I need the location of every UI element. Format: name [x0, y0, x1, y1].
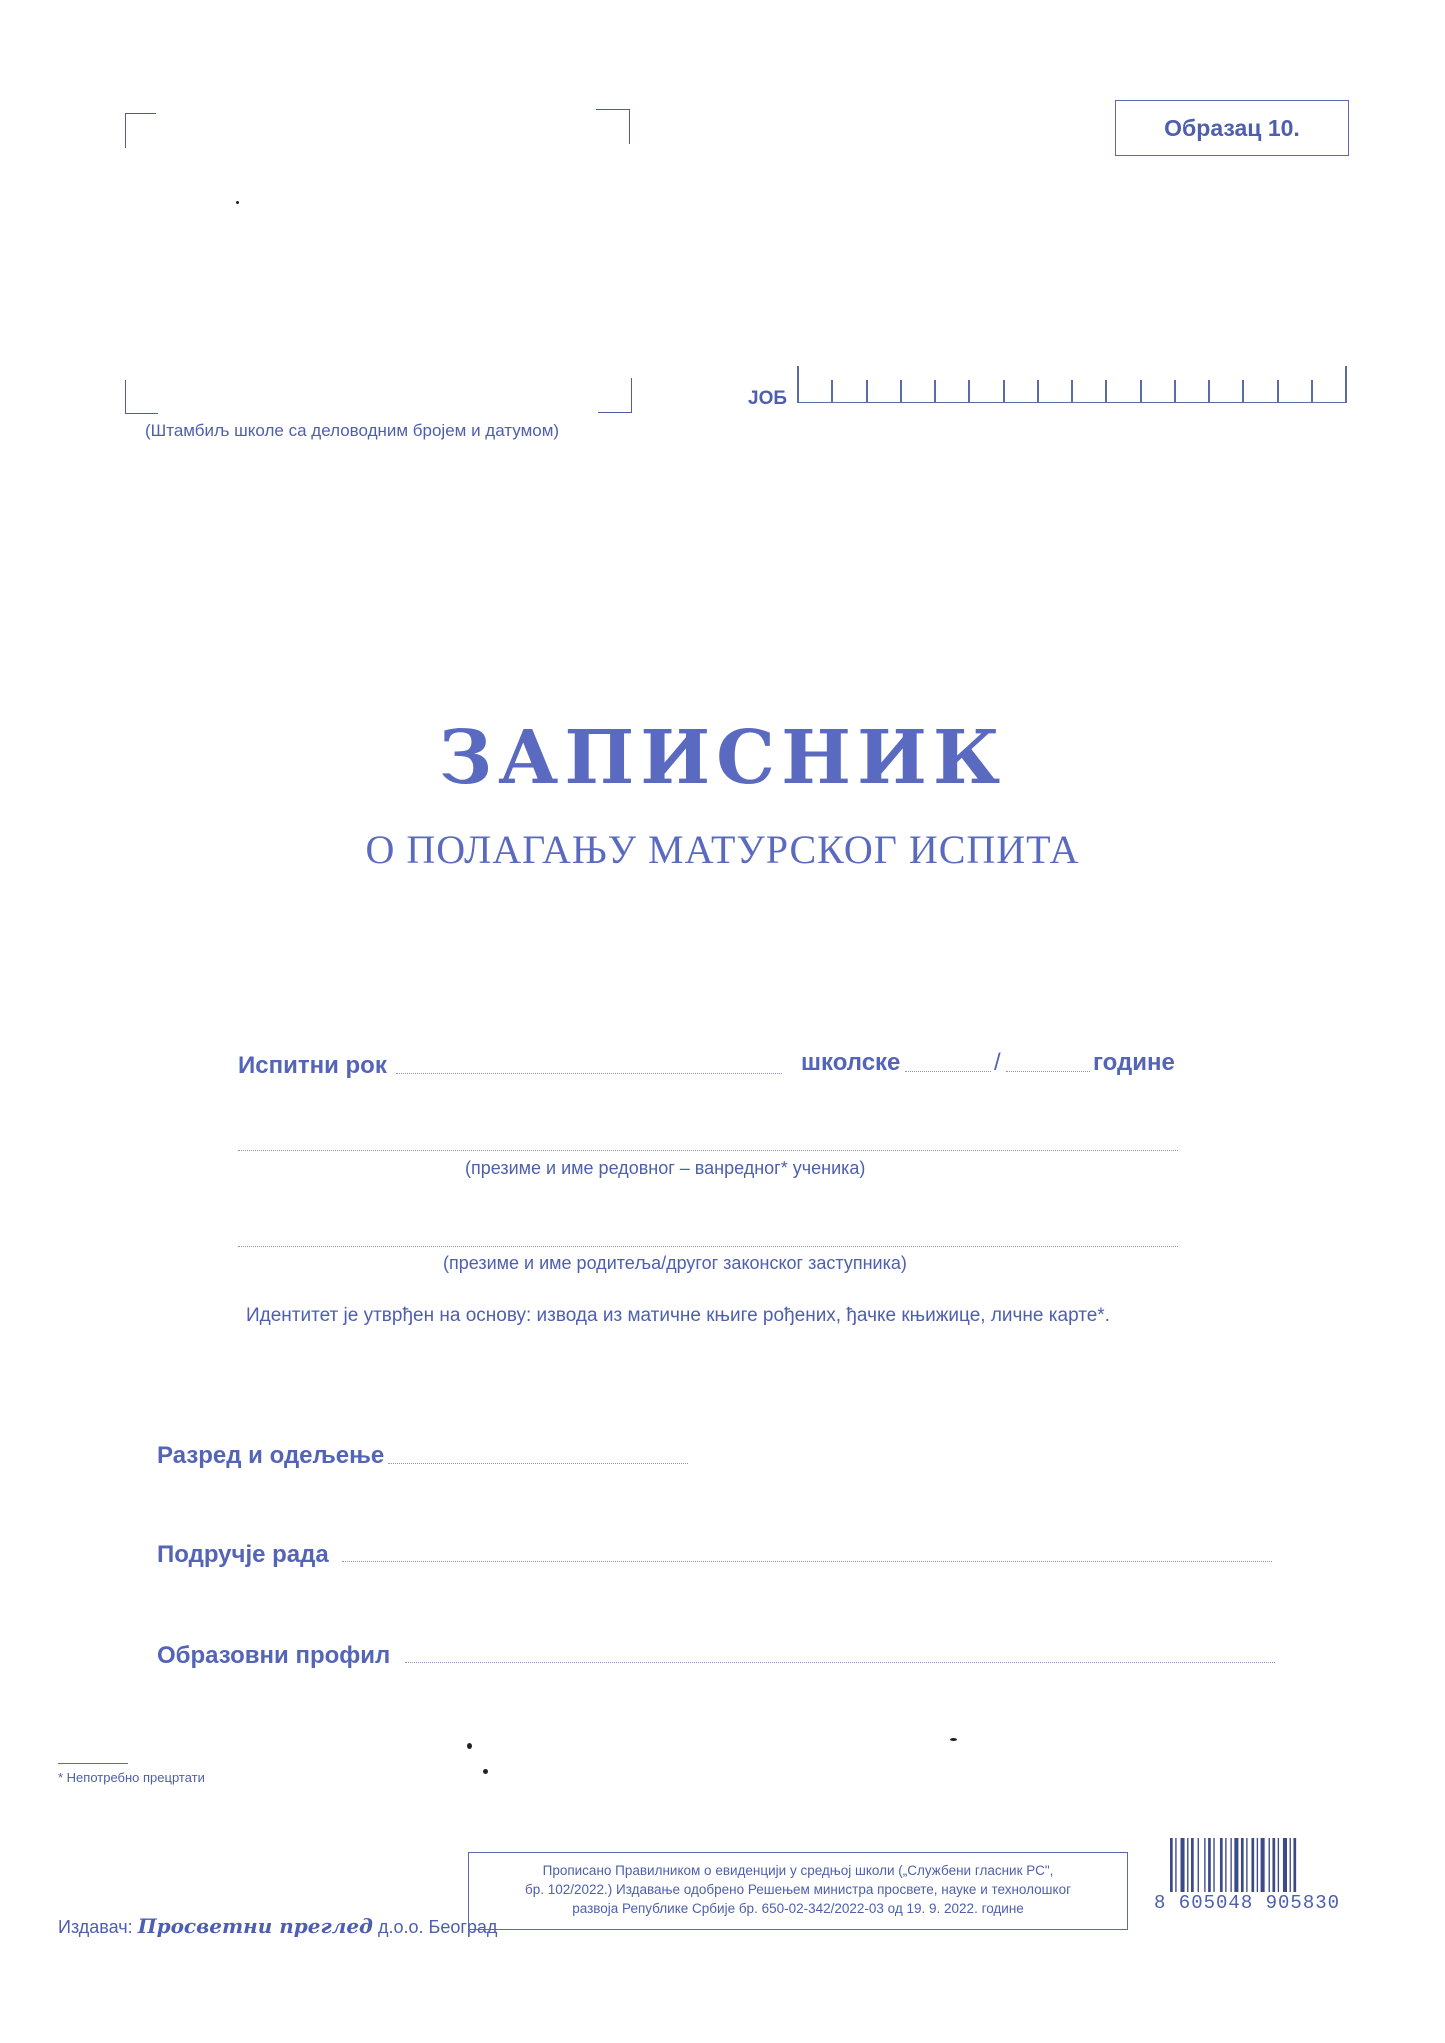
barcode-bar: [1230, 1838, 1231, 1894]
school-year-start-field[interactable]: [905, 1071, 991, 1072]
legal-notice-line: Прописано Правилником о евиденцији у средњој школи („Службени гласник РС",: [542, 1863, 1054, 1878]
barcode-bar: [1251, 1838, 1254, 1894]
footnote: * Непотребно прецртати: [58, 1770, 205, 1785]
job-box-divider: [1037, 380, 1039, 402]
publisher-logo-text: Просветни преглед: [137, 1914, 373, 1938]
job-box-divider: [866, 380, 868, 402]
identity-statement: Идентитет је утврђен на основу: извода из матичне књиге рођених, ђачке књижице, личне карте*.: [246, 1305, 1110, 1326]
publisher-suffix: д.о.о. Београд: [377, 1917, 498, 1937]
barcode-bar: [1208, 1838, 1211, 1894]
barcode-bar: [1198, 1838, 1199, 1894]
job-box-divider: [1003, 380, 1005, 402]
publisher-prefix: Издавач:: [58, 1917, 133, 1937]
student-name-field[interactable]: [238, 1150, 1178, 1151]
stamp-corner-top-left: [125, 113, 156, 148]
barcode-bar: [1213, 1838, 1214, 1894]
legal-notice-line: развоја Републике Србије бр. 650-02-342/2022-03 од 19. 9. 2022. године: [572, 1901, 1024, 1916]
barcode-bar: [1269, 1838, 1270, 1894]
job-box-divider: [1311, 380, 1313, 402]
job-box-divider: [934, 380, 936, 402]
job-box-divider: [1208, 380, 1210, 402]
school-year-label: школске: [801, 1049, 901, 1076]
parent-name-field[interactable]: [238, 1246, 1178, 1247]
job-box-divider: [1242, 380, 1244, 402]
job-box-divider: [1277, 380, 1279, 402]
barcode-bar: [1241, 1838, 1244, 1894]
document-subtitle: О ПОЛАГАЊУ МАТУРСКОГ ИСПИТА: [365, 827, 1080, 872]
job-label: ЈОБ: [748, 388, 788, 409]
barcode-bar: [1220, 1838, 1223, 1894]
barcode-bar: [1225, 1838, 1226, 1894]
footnote-divider: [58, 1763, 128, 1764]
barcode-bar: [1283, 1838, 1287, 1894]
barcode-bar: [1272, 1838, 1275, 1894]
legal-notice-line: бр. 102/2022.) Издавање одобрено Решењем министра просвете, науке и технолошког: [524, 1882, 1071, 1897]
job-box-divider: [1345, 366, 1347, 402]
scan-speck: [483, 1769, 488, 1774]
year-suffix-label: године: [1093, 1049, 1175, 1076]
legal-notice-box: [468, 1852, 1128, 1930]
barcode-bar: [1261, 1838, 1265, 1894]
job-box-divider: [1105, 380, 1107, 402]
exam-term-label: Испитни рок: [238, 1052, 387, 1079]
class-section-label: Разред и одељење: [157, 1442, 385, 1469]
field-of-work-field[interactable]: [342, 1561, 1272, 1562]
document-title: ЗАПИСНИК: [438, 715, 1007, 801]
barcode-bar: [1187, 1838, 1188, 1894]
barcode-bar: [1234, 1838, 1238, 1894]
student-name-caption: (презиме и име редовног – ванредног* ученика): [465, 1158, 866, 1178]
stamp-caption: (Штамбиљ школе са деловодним бројем и датумом): [145, 421, 560, 440]
job-box-divider: [968, 380, 970, 402]
job-box-divider: [900, 380, 902, 402]
barcode-number: 8 605048 905830: [1154, 1892, 1341, 1914]
barcode-bar: [1181, 1838, 1185, 1894]
stamp-corner-top-right: [596, 109, 630, 144]
barcode-bar: [1175, 1838, 1176, 1894]
barcode-bar: [1278, 1838, 1279, 1894]
parent-name-caption: (презиме и име родитеља/другог законског заступника): [443, 1253, 907, 1273]
publisher-line: [58, 1914, 497, 1938]
education-profile-label: Образовни профил: [157, 1642, 391, 1669]
barcode-bar: [1293, 1838, 1296, 1894]
stamp-corner-bottom-left: [125, 380, 158, 414]
barcode-bar: [1290, 1838, 1291, 1894]
class-section-field[interactable]: [388, 1463, 688, 1464]
field-of-work-label: Подручје рада: [157, 1541, 329, 1568]
job-box-divider: [831, 380, 833, 402]
exam-term-field[interactable]: [396, 1073, 782, 1074]
job-box-divider: [1140, 380, 1142, 402]
barcode-bar: [1246, 1838, 1247, 1894]
barcode-bar: [1170, 1838, 1173, 1894]
job-input-boxes[interactable]: [797, 366, 1347, 403]
scan-speck: [236, 201, 239, 204]
job-box-divider: [1174, 380, 1176, 402]
job-box-divider: [1071, 380, 1073, 402]
barcode-bar: [1257, 1838, 1258, 1894]
form-number-box: Образац 10.: [1115, 100, 1349, 156]
stamp-corner-bottom-right: [598, 378, 632, 413]
scan-speck: [950, 1738, 957, 1741]
education-profile-field[interactable]: [405, 1662, 1275, 1663]
barcode-bar: [1191, 1838, 1194, 1894]
year-separator: /: [994, 1049, 1001, 1076]
scan-speck: [467, 1743, 472, 1749]
job-box-divider: [797, 366, 799, 402]
barcode-bar: [1204, 1838, 1205, 1894]
school-year-end-field[interactable]: [1006, 1071, 1090, 1072]
